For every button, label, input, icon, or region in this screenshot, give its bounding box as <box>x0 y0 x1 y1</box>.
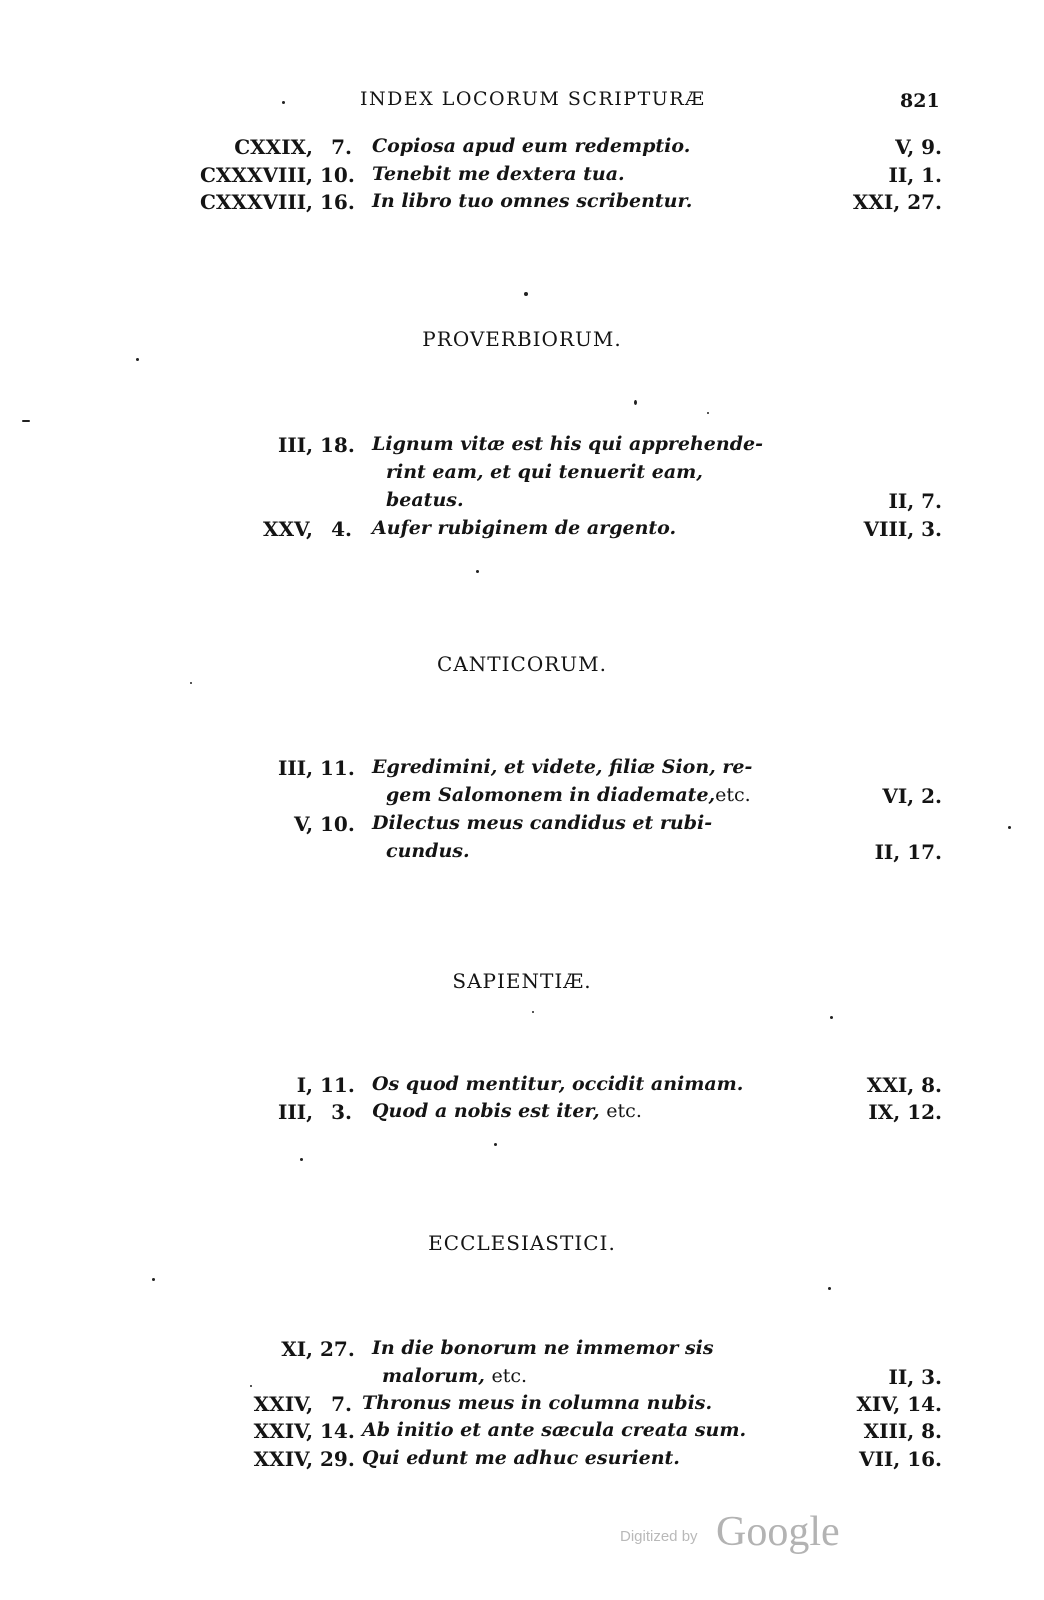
scan-speck <box>250 1385 252 1387</box>
digitized-watermark <box>620 1510 850 1560</box>
entry-text: Dilectus meus candidus et rubi- <box>372 812 713 834</box>
page-ref: XXI, 8. <box>866 1073 942 1097</box>
entry-text: Thronus meus in columna nubis. <box>362 1392 713 1414</box>
section-title-ecclesiastici: ECCLESIASTICI. <box>428 1231 616 1255</box>
chapter-ref: CXXXVIII, 10. <box>200 163 355 187</box>
scan-speck <box>524 292 528 296</box>
entry-text: Quod a nobis est iter, etc. <box>372 1100 642 1122</box>
scan-speck <box>190 682 192 684</box>
page-ref: IX, 12. <box>868 1100 942 1124</box>
page-ref: II, 3. <box>888 1365 942 1389</box>
page-ref: V, 9. <box>895 135 942 159</box>
section-title-proverbiorum: PROVERBIORUM. <box>422 327 622 351</box>
page-ref: VII, 16. <box>859 1447 942 1471</box>
entry-text: In libro tuo omnes scribentur. <box>372 190 693 212</box>
entry-text: In die bonorum ne immemor sis <box>372 1337 714 1359</box>
scan-speck <box>634 400 637 405</box>
chapter-ref: V, 10. <box>294 812 355 836</box>
page-ref: XIV, 14. <box>856 1392 942 1416</box>
section-title-canticorum: CANTICORUM. <box>437 652 607 676</box>
chapter-ref: XXIV, 29. <box>253 1447 355 1471</box>
scan-speck <box>830 1016 833 1019</box>
entry-text-continued: beatus. <box>386 489 464 511</box>
scan-speck <box>532 1011 534 1013</box>
entry-text: Aufer rubiginem de argento. <box>372 517 677 539</box>
section-title-sapientiae: SAPIENTIÆ. <box>452 969 592 993</box>
page-ref: XXI, 27. <box>852 190 942 214</box>
chapter-ref: I, 11. <box>296 1073 355 1097</box>
chapter-ref: CXXIX, 7. <box>234 135 352 159</box>
page-ref: VIII, 3. <box>863 517 942 541</box>
scan-speck <box>152 1278 155 1281</box>
page-number: 821 <box>900 90 940 112</box>
page-ref: II, 1. <box>888 163 942 187</box>
page-ref: XIII, 8. <box>863 1419 942 1443</box>
scan-speck <box>476 570 479 573</box>
chapter-ref: III, 3. <box>278 1100 352 1124</box>
entry-text-continued: cundus. <box>386 840 470 862</box>
chapter-ref: CXXXVIII, 16. <box>200 190 355 214</box>
scan-speck <box>828 1287 831 1290</box>
entry-text-continued: gem Salomonem in diademate,etc. <box>386 784 751 806</box>
entry-text: Tenebit me dextera tua. <box>372 163 625 185</box>
running-header-title: INDEX LOCORUM SCRIPTURÆ <box>360 88 706 110</box>
chapter-ref: XXIV, 14. <box>253 1419 355 1443</box>
page-ref: II, 7. <box>888 489 942 513</box>
entry-text-continued: rint eam, et qui tenuerit eam, <box>386 461 703 483</box>
page-ref: II, 17. <box>874 840 942 864</box>
page-ref: VI, 2. <box>882 784 942 808</box>
scan-speck <box>494 1143 497 1146</box>
entry-text: Os quod mentitur, occidit animam. <box>372 1073 744 1095</box>
scan-speck <box>282 101 285 104</box>
entry-text: Egredimini, et videte, filiæ Sion, re- <box>372 756 753 778</box>
scan-speck <box>707 412 709 414</box>
entry-text: Copiosa apud eum redemptio. <box>372 135 691 157</box>
chapter-ref: III, 18. <box>278 433 355 457</box>
chapter-ref: XI, 27. <box>281 1337 355 1361</box>
chapter-ref: XXV, 4. <box>263 517 352 541</box>
entry-text: Lignum vitæ est his qui apprehende- <box>372 433 763 455</box>
watermark-brand: Google <box>716 1509 840 1555</box>
watermark-prefix: Digitized by <box>620 1528 698 1545</box>
scan-speck <box>300 1158 303 1161</box>
scan-speck <box>22 420 30 422</box>
entry-text: Qui edunt me adhuc esurient. <box>362 1447 680 1469</box>
entry-text: Ab initio et ante sæcula creata sum. <box>362 1419 747 1441</box>
entry-text-continued: malorum, etc. <box>382 1365 528 1387</box>
chapter-ref: XXIV, 7. <box>253 1392 352 1416</box>
scan-speck <box>136 358 139 361</box>
scan-speck <box>1008 826 1011 829</box>
chapter-ref: III, 11. <box>278 756 355 780</box>
